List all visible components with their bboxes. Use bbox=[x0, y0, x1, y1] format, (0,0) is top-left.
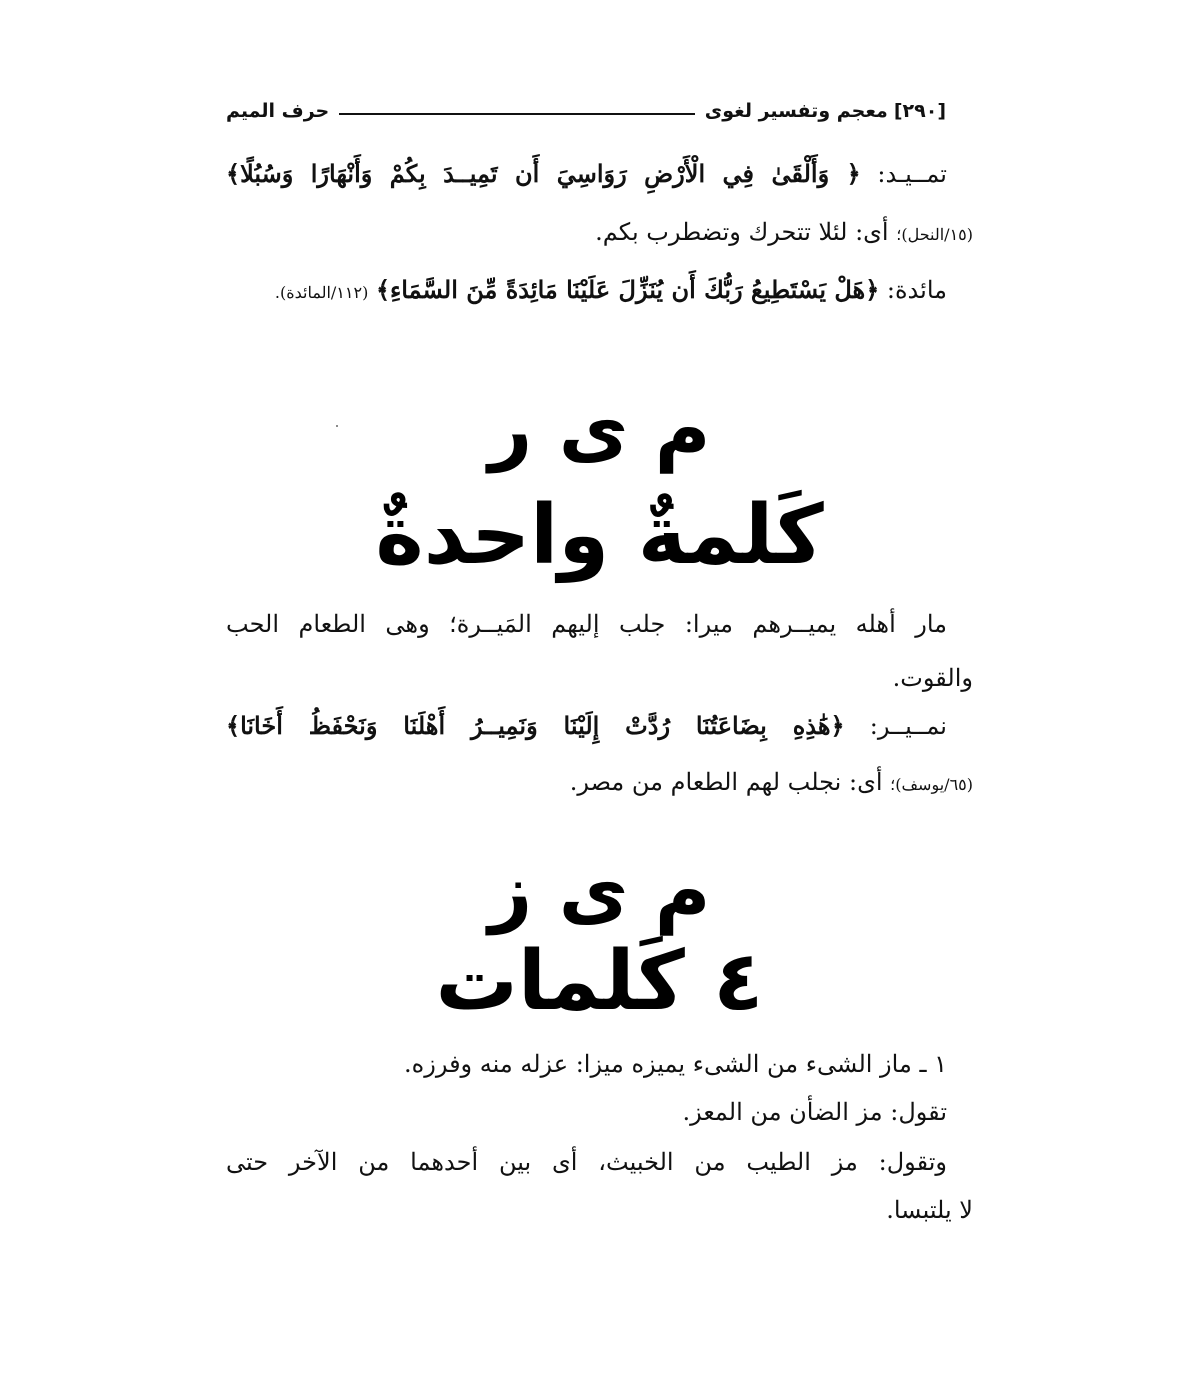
example-line bbox=[226, 706, 947, 746]
entry-maida-line bbox=[226, 270, 947, 313]
section-title: حرف الميم bbox=[226, 100, 330, 122]
entry-word: تمــيـد: bbox=[877, 160, 947, 188]
quran-quote: ﴿هَلْ يَسْتَطِيعُ رَبُّكَ أَن يُنَزِّلَ عَلَيْنَا مَائِدَةً مِّنَ السَّمَاءِ﴾ bbox=[375, 275, 880, 304]
book-title: معجم وتفسير لغوى bbox=[704, 100, 888, 122]
definition-line: تقول: مز الضأن من المعز. bbox=[682, 1098, 947, 1126]
page-number: [٢٩٠] bbox=[893, 100, 946, 122]
root-heading-myz: م ى ز bbox=[488, 846, 711, 935]
verse-reference: (٦٥/يوسف)؛ bbox=[890, 775, 973, 794]
definition-line: والقوت. bbox=[892, 664, 973, 692]
definition-line: وتقول: مز الطيب من الخبيث، أى بين أحدهما من الآخر حتى bbox=[226, 1148, 947, 1176]
root-heading-myr: م ى ر bbox=[488, 384, 711, 473]
example-explanation-line bbox=[226, 762, 973, 805]
entry-explanation: أى: لئلا تتحرك وتضطرب بكم. bbox=[595, 218, 889, 246]
header-rule bbox=[339, 113, 695, 115]
page-header bbox=[226, 96, 946, 126]
quran-quote: ﴿هَٰذِهِ بِضَاعَتُنَا رُدَّتْ إِلَيْنَا وَنَمِيــرُ أَهْلَنَا وَنَحْفَظُ أَخَانَا﴾ bbox=[226, 711, 845, 740]
verse-reference: (١١٢/المائدة). bbox=[274, 283, 369, 302]
example-word: نمــيــر: bbox=[869, 712, 947, 740]
quran-quote: ﴿ وَأَلْقَىٰ فِي الْأَرْضِ رَوَاسِيَ أَن تَمِيــدَ بِكُمْ وَأَنْهَارًا وَسُبُلًا﴾ bbox=[226, 159, 861, 188]
entry-tamid-line2 bbox=[226, 212, 973, 255]
entry-explanation: أى: نجلب لهم الطعام من مصر. bbox=[569, 768, 883, 796]
root-word-count: كَلمةٌ واحدةٌ bbox=[375, 488, 824, 583]
verse-reference: (١٥/النحل)؛ bbox=[896, 225, 973, 244]
definition-line: ١ ـ ماز الشىء من الشىء يميزه ميزا: عزله منه وفرزه. bbox=[404, 1050, 947, 1078]
entry-word: مائدة: bbox=[886, 276, 947, 304]
definition-line: مار أهله يميــرهم ميرا: جلب إليهم المَيــرة؛ وهى الطعام الحب bbox=[226, 610, 947, 638]
root-word-count: ٤ كَلمات bbox=[435, 934, 764, 1029]
entry-tamid-line1 bbox=[226, 154, 947, 194]
definition-line: لا يلتبسا. bbox=[886, 1196, 973, 1224]
